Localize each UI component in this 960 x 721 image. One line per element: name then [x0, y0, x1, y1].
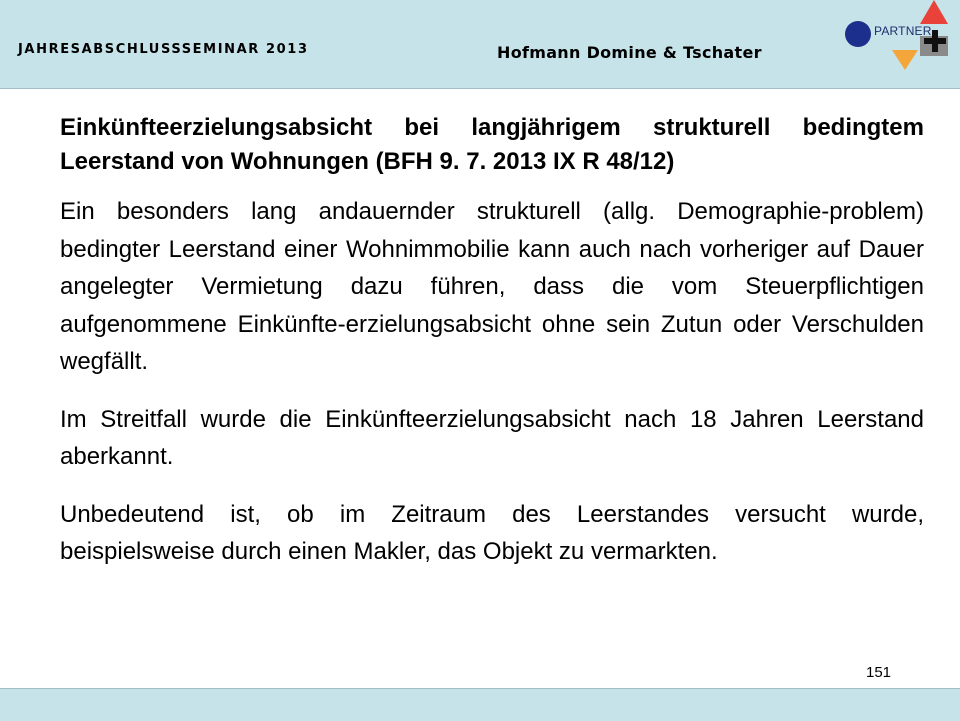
partner-logo: [838, 0, 960, 72]
paragraph-2: Im Streitfall wurde die Einkünfteerzielungsabsicht nach 18 Jahren Leerstand aberkannt.: [60, 405, 924, 470]
logo-text: PARTNER: [874, 24, 932, 38]
page-number: 151: [866, 664, 892, 681]
footer-band: [0, 688, 960, 721]
paragraph-3: Unbedeutend ist, ob im Zeitraum des Leerstandes versucht wurde, beispielsweise durch einen Makler, das Objekt zu vermarkten.: [60, 500, 924, 565]
slide-content: [60, 111, 924, 591]
header-band: [0, 0, 960, 89]
seminar-title: JAHRESABSCHLUSSSEMINAR 2013: [18, 42, 309, 57]
paragraph-1: Ein besonders lang andauernder strukturell (allg. Demographie-problem) bedingter Leerstand einer Wohnimmobilie kann auch nach vorheriger auf Dauer angelegter Vermietung dazu führen, dass die vom Steuerpflichtigen aufgenommene Einkünfte-erzielungsabsicht ohne sein Zutun oder Verschulden wegfällt.: [60, 198, 924, 375]
slide-heading: Einkünfteerzielungsabsicht bei langjährigem strukturell bedingtem Leerstand von Wohnungen (BFH 9. 7. 2013 IX R 48/12): [60, 114, 924, 175]
firm-name: Hofmann Domine & Tschater: [497, 43, 762, 62]
